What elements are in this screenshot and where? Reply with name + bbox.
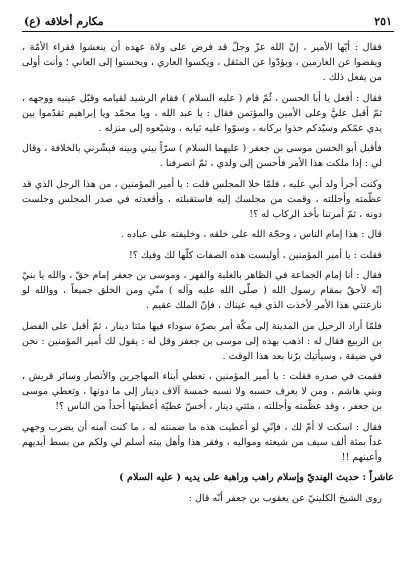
section-heading: عاشراً : حديث الهنديّ وإسلام راهب وراهبة على يديه ( عليه السلام ) [119, 472, 394, 483]
paragraph: فقال : أيّها الأمير ، إنّ الله عزّ وجلّ قد فرض على ولاة عهده أن ينعشوا فقراء الأمّة ، ويقضوا عن الغارمين ، ويؤدّوا عن المثقل ، ويكسوا العاري ، ويحسنوا إلى العاني ؛ وأنت أولى من يفعل ذلك . [21, 42, 382, 83]
header-rule [22, 31, 394, 32]
paragraph: وكنت أجرأ ولد أبي عليه ، فلمّا خلا المجلس قلت : يا أمير المؤمنين ، من هذا الرجل الذي قد عظّمته وأجللته ، وقمت من مجلسك إليه فاستقبلته ، وأقعدته في صدر المجلس وجلست دونه ، ثمّ أمرتنا بأخذ الركاب له ؟! [22, 178, 382, 220]
paragraph: فقال : أنا إمام الجماعة في الظاهر بالغلبة والقهر ، وموسى بن جعفر إمام حقّ ، والله يا بنيّ إنّه لأحقّ بمقام رسول الله ( صلّى الله عليه وآله ) منّي ومن الخلق جميعاً ، ووالله لو نازعتني هذا الأمر لأخذت الذي فيه عيناك ، فإنّ الملك عقيم . [22, 270, 382, 311]
paragraph: فقال : أفعل يا أبا الحسن ، ثُمّ قام ( عليه السلام ) فقام الرشيد لقيامه وقبّل عينيه ووجهه ، ثمّ أقبل عليَّ وعلى الأمين والمؤتمن فقال : يا عبد الله ، ويا محمّد ويا إبراهيم تقدّموا بين يدي عمّكم وسيّدكم خذوا بركابه ، وسوّوا عليه ثيابه ، وشيّعوه إلى منزله . [22, 92, 382, 134]
page-number: ٢٥١ [374, 15, 392, 28]
paragraph: فقمت في صدره فقلت : يا أمير المؤمنين ، تعطي أبناء المهاجرين والأنصار وسائر قريش ، وبني هاشم ، ومن لا يعرف حسبه ولا نسبه خمسة آلاف دينار إلى ما دونها ، وتعطي موسى بن جعفر ، وقد عظّمته وأجللته ، مئتي دينار ، أخسّ عطيّة أعطيتها أحداً من الناس ؟! [22, 371, 382, 412]
paragraph: فقال : اسكت لا أمّ لك ، فإنّي لو أعطيت هذه ما ضمنته له ، ما كنت آمنه أن يضرب وجهي غداً بمئة ألف سيف من شيعته ومواليه ، وفقر هذا وأهل بيته أسلم لي ولكم من بسط أيديهم وأعينهم !! [22, 421, 382, 463]
paragraph: قال : هذا إمام الناس ، وحجّة الله على خلقه ، وخليفته على عباده . [120, 229, 382, 240]
page-header [22, 10, 394, 28]
paragraph: فأقبل أبو الحسن موسى بن جعفر ( عليهما السلام ) سرّاً بيني وبينه فبشّرني بالخلافة ، وقال لي : إذا ملكت هذا الأمر فأحسن إلى ولدي ، ثمّ انصرفنا . [22, 143, 382, 169]
paragraph: فلمّا أراد الرحيل من المدينة إلى مكّة أمر بصرّة سوداء فيها مئتا دينار ، ثمّ أقبل على الفضل بن الربيع فقال له : اذهب بهذه إلى موسى بن جعفر وقل له : يقول لك أمير المؤمنين : نحن في ضيقة ، وسيأتيك برّنا بعد هذا الوقت . [22, 320, 382, 362]
paragraph: فقلت : يا أمير المؤمنين ، أوليست هذه الصفات كلّها لك وفيك ؟! [128, 249, 382, 261]
page-body [22, 40, 394, 506]
running-title: مكارم أخلاقه (ع) [24, 15, 104, 28]
paragraph: روى الشيخ الكلينيّ عن يعقوب بن جعفر أنّه قال : [188, 492, 382, 504]
